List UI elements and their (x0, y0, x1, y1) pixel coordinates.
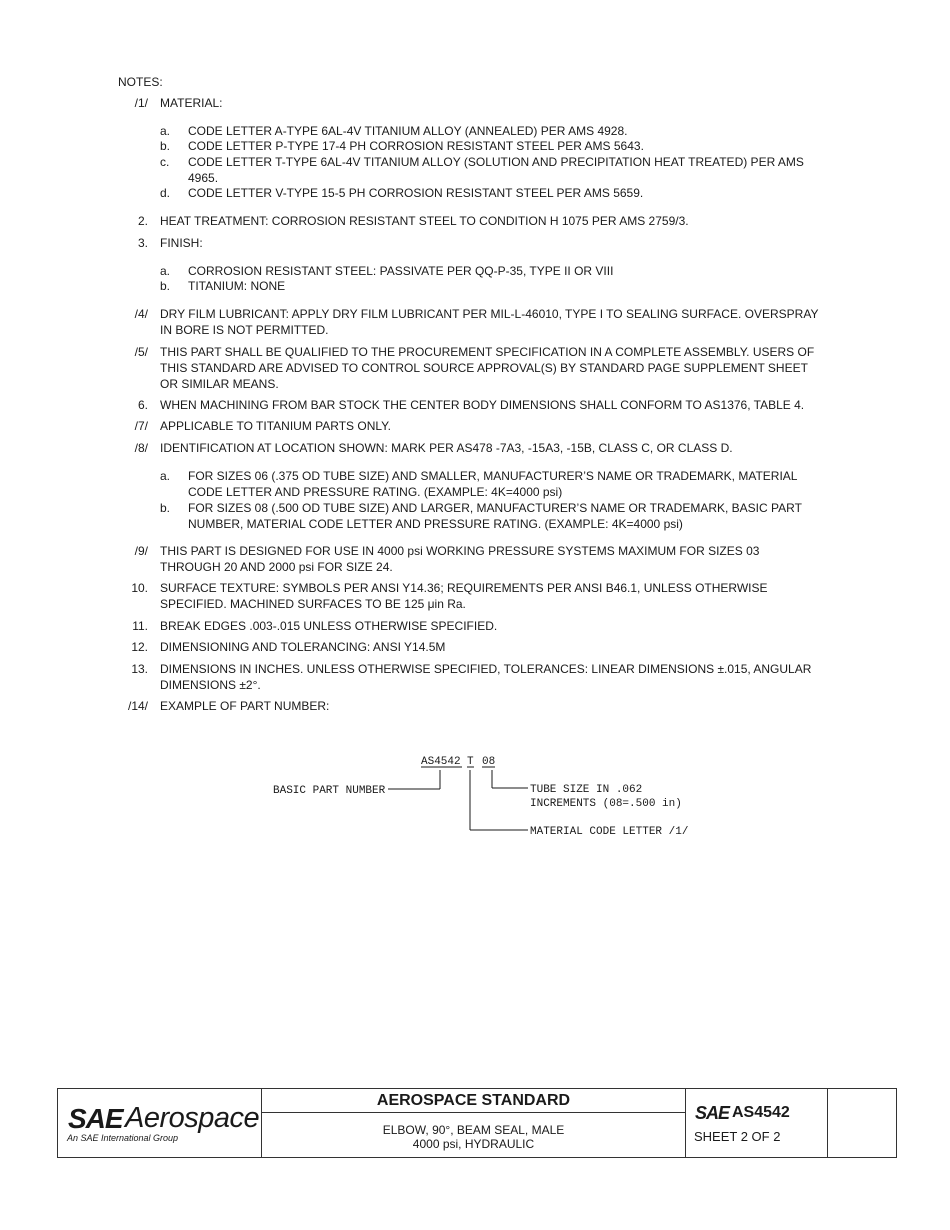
note-number: 13. (131, 662, 148, 676)
note-number: /9/ (134, 544, 148, 558)
note-number: /1/ (134, 96, 148, 110)
note-text: EXAMPLE OF PART NUMBER: (160, 699, 330, 713)
pn-label-tube-2: INCREMENTS (08=.500 in) (530, 798, 682, 810)
item-letter: b. (160, 279, 171, 293)
note-text: WHEN MACHINING FROM BAR STOCK THE CENTER BODY DIMENSIONS SHALL CONFORM TO AS1376, TABLE 4. (160, 398, 805, 412)
note-text: DIMENSIONS IN INCHES. UNLESS OTHERWISE SPECIFIED, TOLERANCES: LINEAR DIMENSIONS ±.015, ANGULAR DIMENSIONS ±2°. (160, 662, 812, 692)
pn-label-material: MATERIAL CODE LETTER /1/ (530, 826, 689, 838)
note-text: SURFACE TEXTURE: SYMBOLS PER ANSI Y14.36; REQUIREMENTS PER ANSI B46.1, UNLESS OTHERWISE SPECIFIED. MACHINED SURFACES TO BE 125 μin Ra. (160, 581, 768, 611)
item-letter: b. (160, 139, 171, 153)
sae-logo: SAE (68, 1103, 123, 1134)
note-number: /14/ (127, 699, 148, 713)
note-text: BREAK EDGES .003-.015 UNLESS OTHERWISE SPECIFIED. (160, 619, 498, 633)
item-letter: b. (160, 501, 171, 515)
note-text: IDENTIFICATION AT LOCATION SHOWN: MARK PER AS478 -7A3, -15A3, -15B, CLASS C, OR CLASS D. (160, 441, 733, 455)
item-letter: c. (160, 155, 170, 169)
note-text: DRY FILM LUBRICANT: APPLY DRY FILM LUBRICANT PER MIL-L-46010, TYPE I TO SEALING SURFACE. OVERSPRAY IN BORE IS NOT PERMITTED. (160, 307, 819, 337)
pn-basic: AS4542 (421, 756, 461, 768)
item-letter: a. (160, 264, 171, 278)
item-text: CODE LETTER P-TYPE 17-4 PH CORROSION RESISTANT STEEL PER AMS 5643. (188, 139, 644, 153)
item-text: FOR SIZES 08 (.500 OD TUBE SIZE) AND LARGER, MANUFACTURER’S NAME OR TRADEMARK, BASIC PART NUMBER, MATERIAL CODE LETTER AND PRESSURE RATING. (EXAMPLE: 4K=4000 psi) (188, 501, 802, 531)
note-number: /7/ (134, 419, 148, 433)
note-text: THIS PART SHALL BE QUALIFIED TO THE PROCUREMENT SPECIFICATION IN A COMPLETE ASSEMBLY. USERS OF THIS STANDARD ARE ADVISED TO CONTROL SOURCE APPROVAL(S) BY STANDARD PAGE SUPPLEMENT SHEET OR SIMILAR MEANS. (160, 345, 815, 391)
note-number: 10. (131, 581, 148, 595)
description-line-2: 4000 psi, HYDRAULIC (412, 1137, 535, 1151)
sae-mark: SAE (695, 1103, 730, 1123)
document-cell (686, 1089, 828, 1157)
part-number-diagram (270, 750, 710, 850)
aerospace-logo-text: Aerospace (125, 1102, 260, 1134)
note-number: 2. (137, 214, 148, 228)
item-text: CODE LETTER V-TYPE 15-5 PH CORROSION RESISTANT STEEL PER AMS 5659. (188, 186, 644, 200)
note-text: THIS PART IS DESIGNED FOR USE IN 4000 psi WORKING PRESSURE SYSTEMS MAXIMUM FOR SIZES 03 THROUGH 20 AND 2000 psi FOR SIZE 24. (160, 544, 760, 574)
notes-header: NOTES: (118, 75, 163, 89)
item-text: CODE LETTER A-TYPE 6AL-4V TITANIUM ALLOY (ANNEALED) PER AMS 4928. (188, 124, 628, 138)
part-description (262, 1123, 685, 1151)
item-text: CORROSION RESISTANT STEEL: PASSIVATE PER QQ-P-35, TYPE II OR VIII (188, 264, 614, 278)
note-number: /4/ (134, 307, 148, 321)
title-cell (262, 1089, 686, 1157)
note-number: 3. (137, 236, 148, 250)
item-letter: a. (160, 469, 171, 483)
note-text: MATERIAL: (160, 96, 223, 110)
pn-label-basic: BASIC PART NUMBER (273, 785, 386, 797)
description-line-1: ELBOW, 90°, BEAM SEAL, MALE (382, 1123, 565, 1137)
logo-tagline: An SAE International Group (67, 1133, 179, 1143)
note-text: FINISH: (160, 236, 203, 250)
item-text: FOR SIZES 06 (.375 OD TUBE SIZE) AND SMALLER, MANUFACTURER’S NAME OR TRADEMARK, MATERIAL CODE LETTER AND PRESSURE RATING. (EXAMPLE: 4K=4000 psi) (188, 469, 798, 499)
note-number: /5/ (134, 345, 148, 359)
note-number: /8/ (134, 441, 148, 455)
note-number: 6. (137, 398, 148, 412)
title-block (57, 1088, 897, 1158)
pn-material: T (467, 756, 474, 768)
note-number: 12. (131, 640, 148, 654)
item-letter: d. (160, 186, 171, 200)
logo-cell (58, 1089, 262, 1157)
note-text: APPLICABLE TO TITANIUM PARTS ONLY. (160, 419, 391, 433)
item-text: CODE LETTER T-TYPE 6AL-4V TITANIUM ALLOY (SOLUTION AND PRECIPITATION HEAT TREATED) PER AMS 4965. (188, 155, 804, 185)
document-number: AS4542 (732, 1104, 790, 1121)
item-letter: a. (160, 124, 171, 138)
pn-size: 08 (482, 756, 496, 768)
note-text: HEAT TREATMENT: CORROSION RESISTANT STEEL TO CONDITION H 1075 PER AMS 2759/3. (160, 214, 689, 228)
pn-label-tube-1: TUBE SIZE IN .062 (530, 784, 643, 796)
note-number: 11. (132, 619, 148, 633)
sheet-number: SHEET 2 OF 2 (694, 1129, 781, 1144)
standard-title: AEROSPACE STANDARD (262, 1089, 685, 1113)
note-text: DIMENSIONING AND TOLERANCING: ANSI Y14.5M (160, 640, 446, 654)
item-text: TITANIUM: NONE (188, 279, 286, 293)
